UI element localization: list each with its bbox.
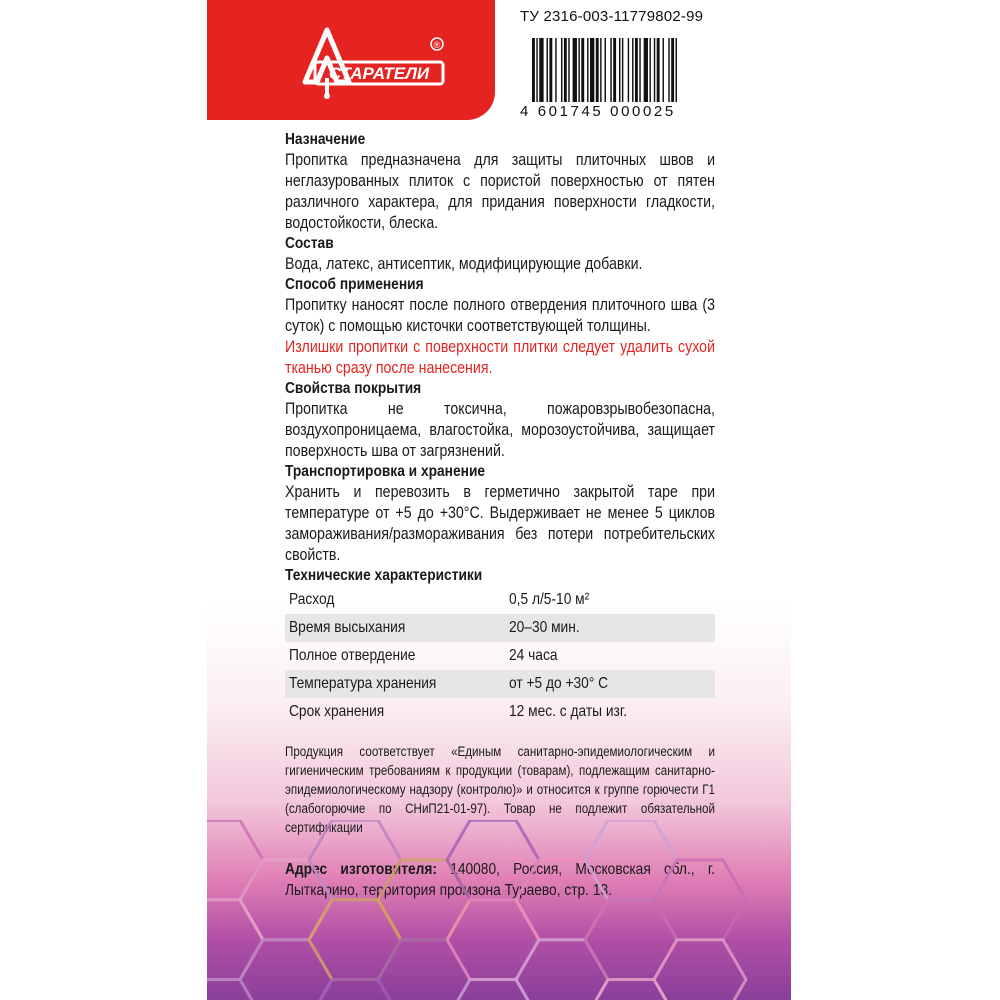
barcode-bar — [610, 38, 611, 102]
barcode-bar — [628, 38, 629, 102]
hexagon-outline — [240, 940, 332, 1000]
barcode-bar — [555, 38, 556, 102]
barcode-bar — [657, 38, 660, 102]
hexagon-outline — [207, 820, 263, 900]
storage-text: Хранить и перевозить в герметично закрытой таре при температуре от +5 до +30°С. Выдерживает не менее 5 циклов замораживания/размораживания без потери потребительских свойств. — [285, 483, 715, 564]
specs-key: Время высыхания — [289, 619, 406, 636]
specs-row — [285, 642, 715, 670]
hexagon-outline — [447, 980, 539, 1000]
barcode-bar — [639, 38, 640, 102]
hexagon-outline — [207, 980, 263, 1000]
barcode-bar — [536, 38, 537, 102]
hexagon-outline — [309, 820, 401, 900]
hexagon-outline — [309, 980, 401, 1000]
barcode — [530, 38, 791, 102]
barcode-bar — [564, 38, 567, 102]
barcode-bar — [663, 38, 664, 102]
hexagon-outline — [378, 860, 470, 940]
barcode-bar — [568, 38, 569, 102]
hexagon-outline — [516, 860, 608, 940]
hexagon-outline — [207, 900, 263, 980]
barcode-bar — [532, 38, 535, 102]
application-text: Пропитку наносят после полного отвердения плиточного шва (3 суток) с помощью кисточки соответствующей толщины. — [285, 296, 715, 335]
barcode-bar — [671, 38, 674, 102]
properties-title: Свойства покрытия — [285, 380, 422, 397]
barcode-bar — [632, 38, 633, 102]
hexagon-outline — [240, 860, 332, 940]
barcode-bar — [644, 38, 648, 102]
barcode-bar — [539, 38, 543, 102]
barcode-bar — [668, 38, 669, 102]
specs-key: Срок хранения — [289, 703, 385, 720]
hexagon-outline — [585, 980, 677, 1000]
barcode-bar — [649, 38, 650, 102]
hexagon-outline — [516, 940, 608, 1000]
hexagon-outline — [447, 820, 539, 900]
hexagon-outline — [654, 860, 746, 940]
hexagon-outline — [447, 900, 539, 980]
address-label: Адрес изготовителя: — [285, 861, 437, 878]
specs-value: 12 мес. с даты изг. — [509, 703, 628, 720]
barcode-bar — [676, 38, 677, 102]
barcode-bar — [613, 38, 616, 102]
storage-title: Транспортировка и хранение — [285, 463, 486, 480]
barcode-number: 4 601745 000025 — [520, 103, 676, 120]
specs-row — [285, 698, 715, 726]
label-content — [285, 130, 715, 901]
spec-code: ТУ 2316-003-11779802-99 — [520, 8, 704, 25]
barcode-bar — [587, 38, 588, 102]
specs-value: 24 часа — [509, 647, 558, 664]
hexagon-outline — [654, 940, 746, 1000]
barcode-bar — [600, 38, 601, 102]
barcode-bar — [619, 38, 620, 102]
specs-row — [285, 614, 715, 642]
specs-key: Температура хранения — [289, 675, 437, 692]
logo-text: СТАРАТЕЛИ — [328, 64, 430, 83]
composition-text: Вода, латекс, антисептик, модифицирующие добавки. — [285, 255, 643, 273]
barcode-bar — [635, 38, 638, 102]
specs-table — [285, 586, 715, 726]
specs-value: от +5 до +30° С — [509, 675, 609, 692]
barcode-bar — [573, 38, 577, 102]
hexagon-pattern — [207, 820, 791, 1000]
barcode-bar — [549, 38, 552, 102]
application-title: Способ применения — [285, 276, 424, 293]
specs-row — [285, 586, 715, 614]
barcode-bar — [547, 38, 548, 102]
barcode-bar — [561, 38, 562, 102]
barcode-bar — [605, 38, 606, 102]
barcode-bar — [596, 38, 599, 102]
hexagon-outline — [378, 940, 470, 1000]
specs-key: Полное отвердение — [289, 647, 416, 664]
barcode-bar — [578, 38, 579, 102]
purpose-text: Пропитка предназначена для защиты плиточных швов и неглазурованных плиток с пористой поверхностью от пятен различного характера, для придания поверхности гладкости, водостойкости, блеска. — [285, 151, 715, 232]
compliance-note: Продукция соответствует «Единым санитарно-эпидемиологическим и гигиеническим требованиям к продукции (товарам), подлежащим санитарно-эпидемиологическому надзору (контролю)» и относится к группе горючести Г1 (слабогорючие по СНиП21-01-97). Товар не подлежит обязательной сертификации — [285, 744, 715, 835]
hexagon-outline — [585, 900, 677, 980]
barcode-bar — [622, 38, 623, 102]
properties-text: Пропитка не токсична, пожаровзрывобезопасна, воздухопроницаема, влагостойка, морозоустойчива, защищает поверхность шва от загрязнений. — [285, 400, 715, 460]
purpose-title: Назначение — [285, 131, 366, 148]
registered-mark: ® — [433, 40, 441, 50]
specs-title: Технические характеристики — [285, 567, 483, 584]
specs-value: 20–30 мин. — [509, 619, 580, 636]
address-text: 140080, Россия, Московская обл., г. Лыткарино, территория промзона Тураево, стр. 13. — [285, 861, 715, 899]
product-label — [207, 0, 791, 1000]
barcode-bar — [590, 38, 594, 102]
application-warning: Излишки пропитки с поверхности плитки следует удалить сухой тканью сразу после нанесения. — [285, 338, 715, 377]
brand-logo — [297, 22, 447, 100]
specs-key: Расход — [289, 591, 335, 608]
specs-value: 0,5 л/5-10 м² — [509, 591, 590, 608]
barcode-bar — [581, 38, 584, 102]
specs-row — [285, 670, 715, 698]
composition-title: Состав — [285, 235, 334, 252]
barcode-bar — [654, 38, 655, 102]
hexagon-outline — [309, 900, 401, 980]
hexagon-outline — [585, 820, 677, 900]
